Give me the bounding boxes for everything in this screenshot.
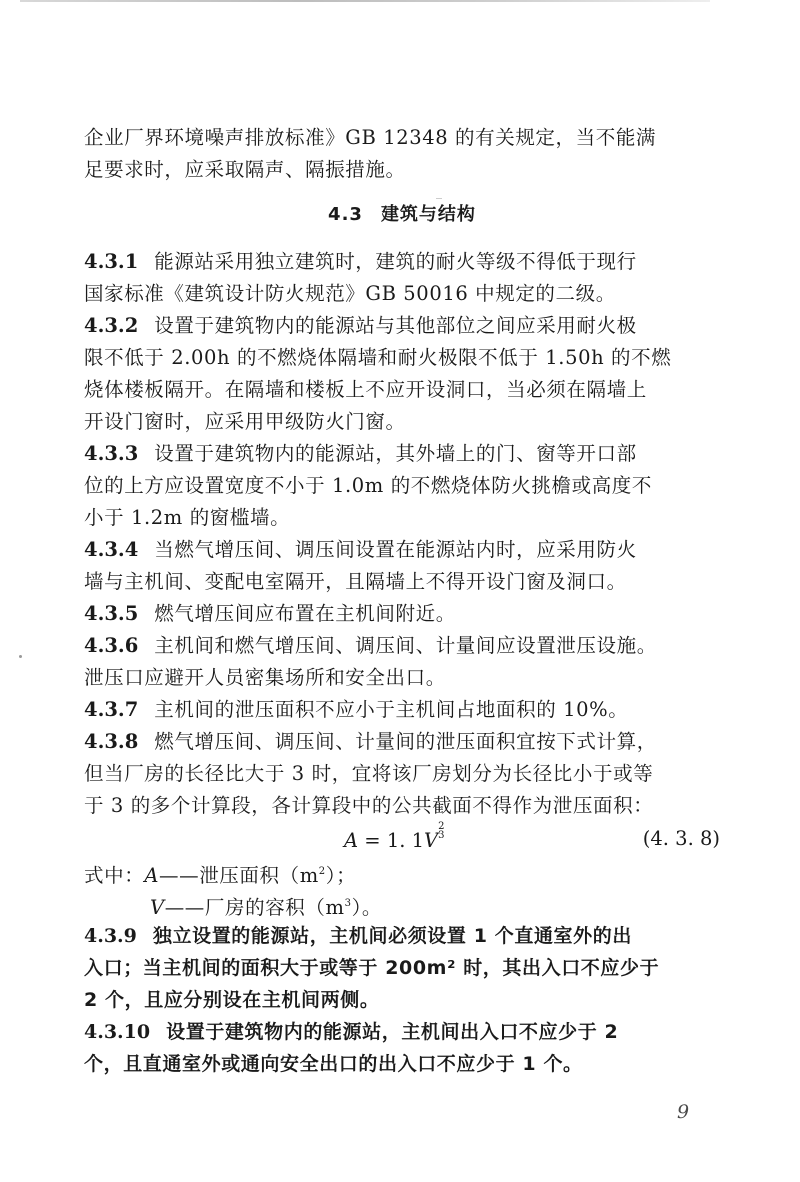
legend-sup: 3 (344, 898, 352, 909)
formula-coefficient: = 1. 1 (358, 829, 425, 852)
text-line: 燃气增压间应布置在主机间附近。 (154, 602, 456, 625)
text-line: 开设门窗时，应采用甲级防火门窗。 (84, 410, 406, 433)
text-line: 设置于建筑物内的能源站，其外墙上的门、窗等开口部 (154, 442, 637, 465)
clause-number: 4.3.5 (84, 602, 139, 625)
legend-end: ）。 (351, 896, 383, 919)
text-line: 个，且直通室外或通向安全出口的出入口不应少于 1 个。 (84, 1053, 583, 1075)
text-line: 入口；当主机间的面积大于或等于 200m² 时，其出入口不应少于 (84, 957, 660, 979)
text-line: 足要求时，应采取隔声、隔振措施。 (84, 158, 406, 181)
clause-number: 4.3.4 (84, 538, 139, 561)
clause-number: 4.3.3 (84, 442, 139, 465)
clause-number: 4.3.2 (84, 314, 139, 337)
legend-sup: 2 (318, 866, 326, 877)
exponent-numerator: 2 (438, 821, 445, 832)
clause-4-3-9 (84, 920, 720, 1016)
formula-label: (4. 3. 8) (642, 827, 720, 850)
legend-symbol: V (150, 896, 165, 919)
clause-4-3-7 (84, 694, 720, 726)
text-line: 设置于建筑物内的能源站，主机间出入口不应少于 2 (166, 1021, 619, 1043)
text-line: 于 3 的多个计算段，各计算段中的公共截面不得作为泄压面积： (84, 794, 654, 817)
text-line: 能源站采用独立建筑时，建筑的耐火等级不得低于现行 (154, 250, 637, 273)
section-title: 建筑与结构 (380, 204, 476, 225)
text-line: 主机间的泄压面积不应小于主机间占地面积的 10%。 (154, 698, 629, 721)
text-line: 企业厂界环境噪声排放标准》GB 12348 的有关规定，当不能满 (84, 126, 657, 149)
formula-variable: V (424, 829, 439, 852)
text-line: 主机间和燃气增压间、调压间、计量间应设置泄压设施。 (154, 634, 657, 657)
text-line: 限不低于 2.00h 的不燃烧体隔墙和耐火极限不低于 1.50h 的不燃 (84, 346, 672, 369)
clause-4-3-5 (84, 598, 720, 630)
text-line: 设置于建筑物内的能源站与其他部位之间应采用耐火极 (154, 314, 637, 337)
text-line: 烧体楼板隔开。在隔墙和楼板上不应开设洞口，当必须在隔墙上 (84, 378, 647, 401)
clause-number: 4.3.10 (84, 1021, 151, 1043)
legend-dash: —— (164, 896, 205, 919)
text-line: 2 个，且应分别设在主机间两侧。 (84, 989, 380, 1011)
legend-end: ）； (325, 864, 357, 887)
text-line: 泄压口应避开人员密集场所和安全出口。 (84, 666, 446, 689)
clause-4-3-10 (84, 1016, 720, 1080)
clause-number: 4.3.7 (84, 698, 139, 721)
legend-desc: 泄压面积（m (199, 864, 319, 887)
section-number: 4.3 (328, 204, 363, 225)
legend-symbol: A (144, 864, 159, 887)
text-line: 但当厂房的长径比大于 3 时，宜将该厂房划分为长径比小于或等 (84, 762, 654, 785)
legend-prefix: 式中： (84, 864, 145, 887)
page-number: 9 (677, 1101, 690, 1123)
formula (344, 822, 445, 858)
clause-number: 4.3.8 (84, 730, 139, 753)
text-line: 国家标准《建筑设计防火规范》GB 50016 中规定的二级。 (84, 282, 616, 305)
clause-4-3-2 (84, 310, 720, 438)
clause-number: 4.3.9 (84, 925, 137, 947)
text-line: 燃气增压间、调压间、计量间的泄压面积宜按下式计算， (154, 730, 657, 753)
clause-number: 4.3.1 (84, 250, 139, 273)
clause-4-3-6 (84, 630, 720, 694)
clause-4-3-1 (84, 246, 720, 310)
exponent-denominator: 3 (438, 830, 445, 841)
formula-legend (84, 856, 720, 920)
text-line: 独立设置的能源站，主机间必须设置 1 个直通室外的出 (152, 925, 632, 947)
legend-desc: 厂房的容积（m (204, 896, 345, 919)
text-line: 当燃气增压间、调压间设置在能源站内时，应采用防火 (154, 538, 637, 561)
text-line: 墙与主机间、变配电室隔开，且隔墙上不得开设门窗及洞口。 (84, 570, 627, 593)
formula-row (84, 822, 720, 856)
clause-4-3-8 (84, 726, 720, 822)
text-line: 位的上方应设置宽度不小于 1.0m 的不燃烧体防火挑檐或高度不 (84, 474, 652, 497)
section-heading (84, 198, 720, 232)
formula-lhs: A (344, 829, 359, 852)
clause-number: 4.3.6 (84, 634, 139, 657)
continuation-paragraph (84, 122, 720, 186)
scan-top-edge (20, 0, 710, 2)
clause-4-3-3 (84, 438, 720, 534)
formula-exponent (438, 822, 444, 840)
legend-dash: —— (159, 864, 200, 887)
clause-4-3-4 (84, 534, 720, 598)
document-page (84, 122, 720, 1080)
text-line: 小于 1.2m 的窗槛墙。 (84, 506, 291, 529)
scan-margin-dot (19, 655, 22, 658)
